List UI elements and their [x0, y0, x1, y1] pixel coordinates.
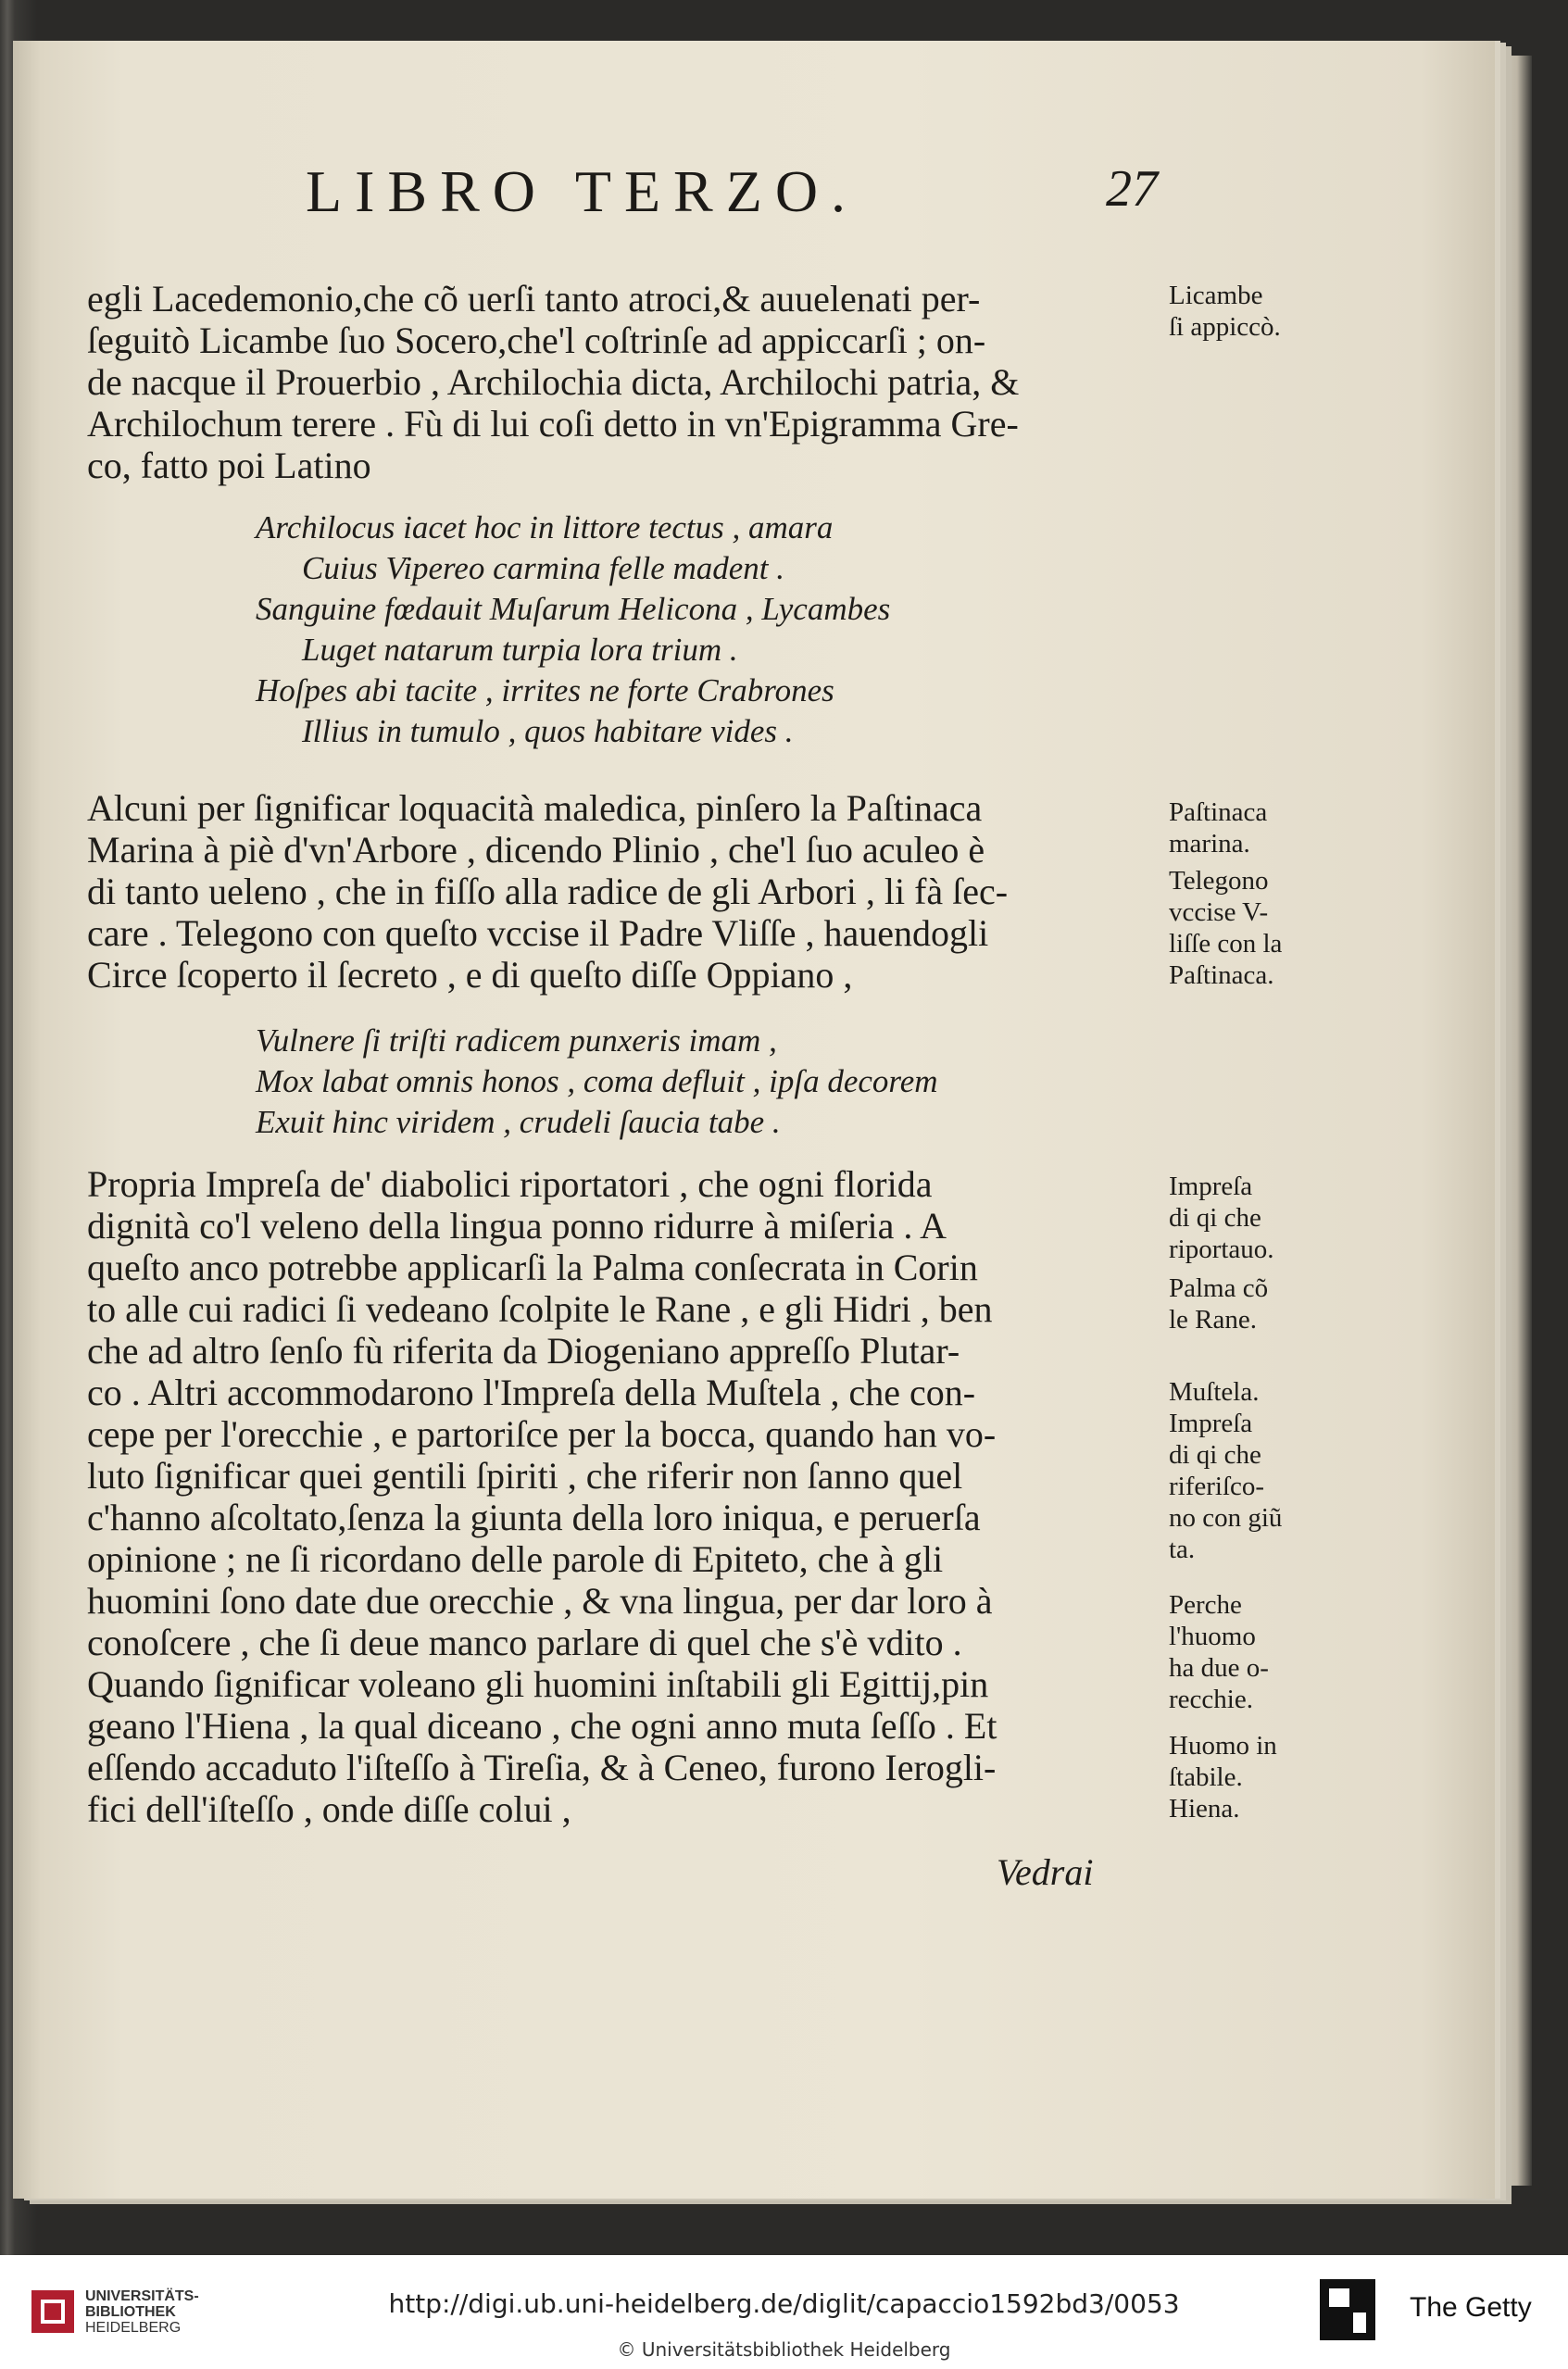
paragraph-2 — [87, 787, 1152, 996]
text-line: co, fatto poi Latino — [87, 445, 371, 486]
permalink-url[interactable]: http://digi.ub.uni-heidelberg.de/diglit/capaccio1592bd3/0053 — [388, 2288, 1180, 2319]
verse-line: Illius in tumulo , quos habitare vides . — [302, 713, 794, 749]
text-line: queſto anco potrebbe applicarſi la Palma conſecrata in Corin — [87, 1247, 978, 1288]
margin-note-licambe — [1169, 280, 1317, 343]
margin-line: Paſtinaca — [1169, 797, 1268, 827]
margin-note-perche — [1169, 1589, 1317, 1715]
margin-line: ſi appiccò. — [1169, 312, 1281, 342]
text-line: fici dell'iſteſſo , onde diſſe colui , — [87, 1788, 571, 1830]
margin-note-telegono — [1169, 865, 1317, 991]
margin-line: Licambe — [1169, 281, 1263, 310]
text-line: Alcuni per ſignificar loquacità maledica, pinſero la Paſtinaca — [87, 787, 983, 829]
margin-line: le Rane. — [1169, 1305, 1258, 1335]
margin-line: no con giũ — [1169, 1503, 1283, 1533]
text-line: de nacque il Prouerbio , Archilochia dicta, Archilochi patria, & — [87, 361, 1020, 403]
text-line: conoſcere , che ſi deue manco parlare di quel che s'è vdito . — [87, 1622, 962, 1663]
margin-line: di qi che — [1169, 1203, 1261, 1233]
margin-line: Perche — [1169, 1590, 1242, 1620]
ub-name-line: BIBLIOTHEK — [85, 2304, 176, 2320]
margin-line: vccise V- — [1169, 897, 1269, 927]
margin-line: riferiſco- — [1169, 1472, 1265, 1501]
copyright-notice: © Universitätsbibliothek Heidelberg — [617, 2338, 951, 2361]
text-line: to alle cui radici ſi vedeano ſcolpite le Rane , e gli Hidri , ben — [87, 1288, 993, 1330]
margin-line: Huomo in — [1169, 1731, 1277, 1761]
verse-line: Mox labat omnis honos , coma defluit , ipſa decorem — [256, 1063, 938, 1099]
paragraph-3 — [87, 1163, 1152, 1830]
margin-line: l'huomo — [1169, 1622, 1256, 1651]
margin-line: Muſtela. — [1169, 1377, 1260, 1407]
margin-note-impresa-riportatori — [1169, 1171, 1317, 1265]
text-line: c'hanno aſcoltato,ſenza la giunta della loro iniqua, e peruerſa — [87, 1497, 981, 1538]
getty-logo-icon — [1320, 2279, 1375, 2340]
margin-note-hiena — [1169, 1730, 1317, 1824]
text-line: eſſendo accaduto l'iſteſſo à Tireſia, & à Ceneo, furono Ierogli- — [87, 1747, 997, 1788]
margin-line: ta. — [1169, 1535, 1196, 1564]
verse-line: Luget natarum turpia lora trium . — [302, 632, 738, 668]
verse-line: Exuit hinc viridem , crudeli ſaucia tabe . — [256, 1104, 781, 1140]
text-line: cepe per l'orecchie , e partoriſce per la bocca, quando han vo- — [87, 1413, 997, 1455]
getty-name: The Getty — [1410, 2292, 1532, 2323]
margin-note-mustela — [1169, 1376, 1317, 1408]
text-line: Propria Impreſa de' diabolici riportatori , che ogni florida — [87, 1163, 933, 1205]
page-number: 27 — [1106, 160, 1158, 218]
running-title: LIBRO TERZO. — [306, 158, 859, 224]
text-line: Circe ſcoperto il ſecreto , e di queſto diſſe Oppiano , — [87, 954, 853, 996]
text-line: geano l'Hiena , la qual diceano , che ogni anno muta ſeſſo . Et — [87, 1705, 997, 1747]
text-line: che ad altro ſenſo fù riferita da Diogeniano appreſſo Plutar- — [87, 1330, 960, 1372]
text-line: opinione ; ne ſi ricordano delle parole di Epiteto, che à gli — [87, 1538, 944, 1580]
margin-line: Impreſa — [1169, 1409, 1253, 1438]
margin-line: riportauo. — [1169, 1235, 1274, 1264]
text-line: ſeguitò Licambe ſuo Socero,che'l coſtrinſe ad appiccarſi ; on- — [87, 320, 986, 361]
verse-oppiano — [256, 1021, 938, 1143]
text-line: care . Telegono con queſto vccise il Padre Vliſſe , hauendogli — [87, 912, 989, 954]
verse-line: Hoſpes abi tacite , irrites ne forte Crabrones — [256, 672, 834, 708]
text-line: Quando ſignificar voleano gli huomini inſtabili gli Egittij,pin — [87, 1663, 989, 1705]
margin-note-pastinaca — [1169, 796, 1317, 859]
margin-line: Hiena. — [1169, 1794, 1240, 1824]
margin-line: Palma cõ — [1169, 1273, 1269, 1303]
ub-name-line: HEIDELBERG — [85, 2320, 182, 2336]
margin-line: ſtabile. — [1169, 1762, 1243, 1792]
verse-line: Vulnere ſi triſti radicem punxeris imam , — [256, 1022, 777, 1059]
verse-line: Archilocus iacet hoc in littore tectus , amara — [256, 509, 834, 545]
margin-note-impresa-riferiscono — [1169, 1408, 1317, 1565]
verse-line: Sanguine fœdauit Muſarum Helicona , Lycambes — [256, 591, 891, 627]
text-line: huomini ſono date due orecchie , & vna lingua, per dar loro à — [87, 1580, 993, 1622]
margin-line: liſſe con la — [1169, 929, 1283, 959]
text-line: luto ſignificar quei gentili ſpiriti , che riferir non ſanno quel — [87, 1455, 963, 1497]
margin-line: Impreſa — [1169, 1172, 1253, 1201]
paragraph-1 — [87, 278, 1152, 486]
margin-note-palma — [1169, 1272, 1317, 1335]
margin-line: Telegono — [1169, 866, 1269, 896]
verse-line: Cuius Vipereo carmina felle madent . — [302, 550, 785, 586]
viewer-footer — [0, 2255, 1568, 2369]
running-head — [306, 157, 1158, 232]
verse-epigram — [256, 508, 890, 752]
page-edge — [1495, 56, 1532, 2186]
text-line: Marina à piè d'vn'Arbore , dicendo Plinio , che'l ſuo aculeo è — [87, 829, 985, 871]
ub-name-line: UNIVERSITÄTS- — [85, 2288, 199, 2304]
margin-line: ha due o- — [1169, 1653, 1269, 1683]
text-line: Archilochum terere . Fù di lui coſi detto in vn'Epigramma Gre- — [87, 403, 1019, 445]
text-line: di tanto ueleno , che in fiſſo alla radice de gli Arbori , li fà ſec- — [87, 871, 1009, 912]
text-line: co . Altri accommodarono l'Impreſa della Muſtela , che con- — [87, 1372, 976, 1413]
catchword: Vedrai — [997, 1851, 1094, 1893]
margin-line: recchie. — [1169, 1685, 1253, 1714]
text-line: egli Lacedemonio,che cõ uerſi tanto atroci,& auuelenati per- — [87, 278, 981, 320]
text-line: dignità co'l veleno della lingua ponno ridurre à miſeria . A — [87, 1205, 947, 1247]
margin-line: Paſtinaca. — [1169, 960, 1274, 990]
margin-line: marina. — [1169, 829, 1250, 859]
margin-line: di qi che — [1169, 1440, 1261, 1470]
